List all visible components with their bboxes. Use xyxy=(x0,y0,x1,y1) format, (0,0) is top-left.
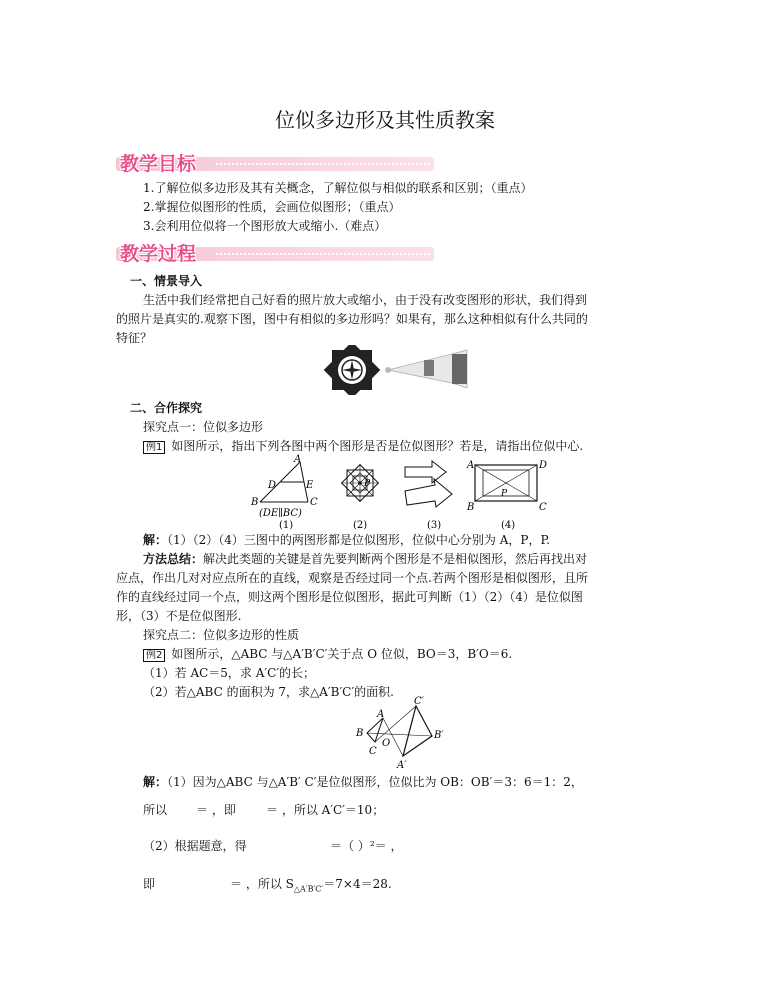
figure-number-1: (1) xyxy=(279,520,294,530)
method-line-1 xyxy=(143,551,587,567)
example-2-text: 如图所示，△ABC 与△A′B′C′关于点 O 位似，BO＝3，B′O＝6. xyxy=(171,647,513,661)
area-subscript: △A′B′C′ xyxy=(293,884,324,894)
solution-2-line-2c: ＝ ，所以 A′C′＝10； xyxy=(266,803,385,817)
part1-line-1: 生活中我们经常把自己好看的照片放大或缩小，由于没有改变图形的形状，我们得到 xyxy=(143,293,588,307)
banner-label: 教学过程 xyxy=(120,243,197,265)
example-1-text: 如图所示，指出下列各图中两个图形是否是位似图形？若是，请指出位似中心. xyxy=(171,439,584,453)
label-D: D xyxy=(268,480,277,491)
label-B: B xyxy=(356,728,364,739)
figure-number-4: (4) xyxy=(501,520,516,530)
label-D4: D xyxy=(539,460,548,471)
solution-2-text: （1）因为△ABC 与△A′B′ C′是位似图形，位似比为 OB：OB′＝3：6＝1：2， xyxy=(167,775,583,789)
label-C4: C xyxy=(539,502,547,513)
label-C-prime: C′ xyxy=(414,696,424,707)
part1-line-3: 特征？ xyxy=(116,331,153,345)
part1-heading: 一、情景导入 xyxy=(130,274,203,288)
question-2: （2）若△ABC 的面积为 7，求△A′B′C′的面积. xyxy=(143,685,394,699)
figure-3-arrows xyxy=(405,461,452,530)
solution-2-line-4b: ＝ ，所以 S xyxy=(230,877,294,891)
goal-item-1: 1.了解位似多边形及其有关概念，了解位似与相似的联系和区别；（重点） xyxy=(143,181,533,195)
label-A: A xyxy=(377,709,385,720)
solution-2-line-2a: 所以 xyxy=(143,803,168,817)
method-label: 方法总结： xyxy=(143,552,204,566)
label-P4: P xyxy=(501,489,508,499)
figure-number-2: (2) xyxy=(353,520,368,530)
example-1-figures xyxy=(245,454,565,530)
solution-1 xyxy=(143,532,550,548)
solution-2-label: 解： xyxy=(143,775,168,789)
banner-label: 教学目标 xyxy=(120,153,197,175)
projection-image xyxy=(385,350,467,388)
figure-4-rectangles xyxy=(466,460,547,530)
example-1-line xyxy=(143,438,583,454)
label-C: C xyxy=(369,746,377,757)
solution-2-line-4 xyxy=(230,876,392,897)
label-B: B xyxy=(251,497,259,508)
intro-illustration xyxy=(320,345,480,395)
page-title: 位似多边形及其性质教案 xyxy=(275,108,495,132)
solution-2-line-4a: 即 xyxy=(143,877,156,891)
section-banner-goals xyxy=(116,149,434,175)
solution-2-line-4c: ＝7×4＝28. xyxy=(323,877,392,891)
star-pattern-image xyxy=(324,345,381,395)
method-line-2: 应点，作出几对对应点所在的直线，观察是否经过同一个点.若两个图形是相似图形，且所 xyxy=(116,571,588,585)
figure-1-triangle xyxy=(250,454,318,530)
solution-2-line-3a: （2）根据题意，得 xyxy=(143,839,247,853)
label-B-prime: B′ xyxy=(434,730,444,741)
example-2-figure xyxy=(350,692,450,770)
section-banner-process xyxy=(116,239,434,265)
label-O: O xyxy=(382,738,391,749)
solution-1-label: 解： xyxy=(143,533,168,547)
example-2-line xyxy=(143,646,512,662)
explore-point-1: 探究点一：位似多边形 xyxy=(143,420,264,434)
part1-line-2: 的照片是真实的.观察下图，图中有相似的多边形吗？如果有，那么这种相似有什么共同的 xyxy=(116,312,588,326)
label-B4: B xyxy=(467,502,475,513)
label-C: C xyxy=(310,497,318,508)
example-1-tag: 例1 xyxy=(143,441,165,454)
label-A: A xyxy=(294,454,302,465)
label-condition: (DE∥BC) xyxy=(259,508,302,519)
solution-2-line-1 xyxy=(143,774,583,790)
question-1: （1）若 AC＝5，求 A′C′的长； xyxy=(143,666,316,680)
label-P: P xyxy=(364,479,371,489)
solution-2-line-2b: ＝ ，即 xyxy=(196,803,236,817)
goal-item-2: 2.掌握位似图形的性质，会画位似图形；（重点） xyxy=(143,200,401,214)
method-text-1: 解决此类题的关键是首先要判断两个图形是不是相似图形，然后再找出对 xyxy=(203,552,588,566)
figure-number-3: (3) xyxy=(427,520,442,530)
goal-item-3: 3.会利用位似将一个图形放大或缩小.（难点） xyxy=(143,219,387,233)
label-A4: A xyxy=(467,460,475,471)
banner-dots xyxy=(216,253,430,255)
banner-dots xyxy=(216,163,430,165)
part2-heading: 二、合作探究 xyxy=(130,401,203,415)
label-E: E xyxy=(306,480,314,491)
example-2-tag: 例2 xyxy=(143,649,165,662)
method-line-3: 作的直线经过同一个点，则这两个图形是位似图形，据此可判断（1）（2）（4）是位似图 xyxy=(116,590,583,604)
figure-2-star xyxy=(342,465,379,530)
method-line-4: 形，（3）不是位似图形. xyxy=(116,609,242,623)
solution-2-line-3b: ＝（ ）²＝ ， xyxy=(330,839,403,853)
solution-1-text: （1）（2）（4）三图中的两图形都是位似图形，位似中心分别为 A，P，P. xyxy=(167,533,550,547)
explore-point-2: 探究点二：位似多边形的性质 xyxy=(143,628,300,642)
label-A-prime: A′ xyxy=(397,760,407,770)
